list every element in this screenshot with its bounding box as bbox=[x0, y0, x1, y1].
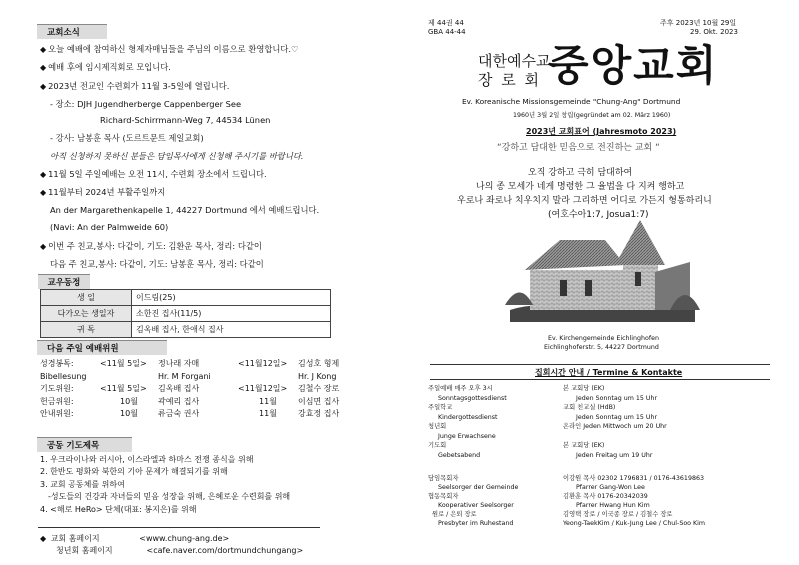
founded-date: 1960년 3월 2일 창립(gegründet am 02. März 1960) bbox=[513, 112, 671, 119]
news-item-5-address: An der Margarethenkapelle 1, 44227 Dortmund 에서 예배드립니다. bbox=[50, 205, 320, 215]
table-row: 다가오는 생일자 소한진 집사(11/5) bbox=[41, 306, 331, 322]
diamond-bullet-icon: ◆ bbox=[40, 45, 47, 54]
prayer-section-title: 공동 기도제목 bbox=[37, 437, 132, 452]
list-item: 4. <해로 HeRo> 단체(대표: 봉지은)를 위해 bbox=[40, 504, 197, 514]
list-item: -성도들의 건강과 자녀들의 믿음 성장을 위해, 은혜로운 수련회를 위해 bbox=[48, 492, 291, 502]
list-item: 청년회 Junge Erwachsene 온라인 Jeden Mittwoch um 20 Uhr bbox=[428, 423, 667, 440]
denomination-line-1: 대한예수교 bbox=[478, 52, 551, 70]
diamond-bullet-icon: ◆ bbox=[40, 534, 47, 543]
table-row: 성경봉독: <11월 5일> 정나래 자매 <11월12일> 김성호 형제 bbox=[40, 359, 340, 368]
gba-number: GBA 44-44 bbox=[428, 28, 466, 36]
list-item: 기도회 Gebetsabend 본 교회당 (EK) Jeden Freitag um 19 Uhr bbox=[428, 442, 653, 459]
volume-number: 제 44권 44 bbox=[428, 19, 464, 27]
footer-divider bbox=[38, 527, 320, 528]
bible-verse-1: 오직 강하고 극히 담대하여 bbox=[528, 168, 633, 178]
news-item-2: ◆ 예배 후에 임시제직회로 모입니다. bbox=[40, 62, 171, 72]
list-item: 3. 교회 공동체를 위하여 bbox=[40, 479, 125, 489]
meetings-list bbox=[428, 384, 768, 460]
church-name: 중앙교회 bbox=[548, 41, 719, 90]
church-caption-1: Ev. Kirchengemeinde Eichlinghofen bbox=[548, 335, 659, 342]
date-german: 29. Okt. 2023 bbox=[690, 28, 738, 36]
next-servants-table bbox=[40, 358, 339, 421]
meet-divider-bottom bbox=[430, 379, 770, 380]
list-item: 주일예배 매주 오후 3시 Sonntagsgottesdienst 본 교회당 (EK) Jeden Sonntag um 15 Uhr bbox=[428, 385, 658, 402]
diamond-bullet-icon: ◆ bbox=[40, 63, 47, 72]
diamond-bullet-icon: ◆ bbox=[40, 188, 47, 197]
news-section-title: 교회소식 bbox=[37, 24, 107, 39]
church-caption-2: Eichlinghoferstr. 5, 44227 Dortmund bbox=[544, 344, 659, 351]
list-item: 협동목회자 Kooperativer Seelsorger 김환훈 목사 0176-20342039 Pfarrer Hwang Hun Kim bbox=[428, 493, 650, 510]
homepage-link[interactable]: <www.chung-ang.de> bbox=[139, 534, 230, 543]
list-item: 1. 우크라이나와 러시아, 이스라엘과 하마스 전쟁 종식을 위해 bbox=[40, 455, 254, 464]
motto-text: “강하고 담대한 믿음으로 전진하는 교회 “ bbox=[497, 143, 660, 153]
church-building-illustration bbox=[505, 210, 700, 322]
bible-verse-reference: (여호수아1:7, Josua1:7) bbox=[548, 210, 649, 220]
table-row: 안내위원: 10월 류금숙 권사 11월 강효정 집사 bbox=[40, 409, 340, 419]
denomination-line-2: 장 로 회 bbox=[478, 71, 542, 89]
youth-homepage-row: 청년회 홈페이지 <cafe.naver.com/dortmundchungang> bbox=[56, 546, 304, 555]
list-item: 2. 한반도 평화와 북한의 기아 문제가 해결되기를 위해 bbox=[40, 467, 228, 477]
news-item-5: ◆ 11월부터 2024년 부활주일까지 bbox=[40, 187, 166, 197]
list-item: 주일학교 Kindergottesdienst 교회 친교실 (HdB) Jeden Sonntag um 15 Uhr bbox=[428, 404, 658, 421]
retreat-speaker: - 강사: 남봉훈 목사 (도르트문트 제일교회) bbox=[50, 133, 204, 143]
table-row: 귀 독 김옥배 집사, 한애식 집사 bbox=[41, 322, 331, 338]
member-title: 교우동정 bbox=[38, 274, 91, 289]
list-item: 담임목회자 Seelsorger der Gemeinde 이강원 목사 02302 1796831 / 0176-43619863 Pfarrer Gang-Won Lee bbox=[428, 475, 704, 492]
diamond-bullet-icon: ◆ bbox=[40, 82, 47, 91]
table-row: Bibellesung Hr. M Forgani Hr. J Kong bbox=[40, 371, 337, 381]
table-row: 기도위원: <11월 5일> 김옥배 집사 <11월12일> 김철수 장로 bbox=[40, 384, 340, 394]
table-row: 생 일 이드림(25) bbox=[41, 290, 331, 306]
bible-verse-2: 나의 종 모세가 네게 명령한 그 율법을 다 지켜 행하고 bbox=[476, 182, 685, 192]
church-german-name: Ev. Koreanische Missionsgemeinde "Chung-Ang" Dortmund bbox=[462, 97, 681, 106]
bible-verse-3: 우로나 좌로나 치우치지 말라 그리하면 어디로 가든지 형통하리니 bbox=[457, 196, 712, 206]
news-item-3: ◆ 2023년 전교인 수련회가 11월 3-5일에 열립니다. bbox=[40, 81, 230, 91]
homepage-row: ◆ 교회 홈페이지 <www.chung-ang.de> bbox=[40, 534, 230, 543]
retreat-place: - 장소: DJH Jugendherberge Cappenberger See bbox=[50, 99, 242, 109]
contacts-list bbox=[428, 474, 768, 528]
news-item-4: ◆ 11월 5일 주일예배는 오전 11시, 수련회 장소에서 드립니다. bbox=[40, 169, 267, 179]
date-korean: 주후 2023년 10월 29일 bbox=[660, 19, 737, 27]
meetings-title: 집회시간 안내 / Termine & Kontakte bbox=[535, 368, 683, 377]
diamond-bullet-icon: ◆ bbox=[40, 170, 47, 179]
meet-divider-top bbox=[430, 364, 770, 365]
motto-title: 2023년 교회표어 (Jahresmoto 2023) bbox=[526, 127, 677, 136]
news-item-1: ◆ 오늘 예배에 참여하신 형제자매님들을 주님의 이름으로 환영합니다.♡ bbox=[40, 44, 299, 54]
prayer-list bbox=[40, 454, 290, 516]
retreat-note: 아직 신청하지 못하신 분들은 담임목사에게 신청해 주시기를 바랍니다. bbox=[50, 151, 304, 161]
diamond-bullet-icon: ◆ bbox=[40, 242, 47, 251]
news-item-5-navi: (Navi: An der Palmweide 60) bbox=[50, 222, 169, 232]
youth-homepage-link[interactable]: <cafe.naver.com/dortmundchungang> bbox=[146, 546, 304, 555]
table-row: 헌금위원: 10월 곽예리 집사 11월 이심면 집사 bbox=[40, 396, 340, 406]
member-table bbox=[40, 274, 331, 338]
news-item-6: ◆ 이번 주 친교,봉사: 다같이, 기도: 김환운 목사, 정리: 다같이 bbox=[40, 241, 262, 251]
news-item-7: 다음 주 친교,봉사: 다같이, 기도: 남봉훈 목사, 정리: 다같이 bbox=[50, 259, 264, 269]
next-section-title: 다음 주일 예배위원 bbox=[37, 340, 167, 355]
retreat-address: Richard-Schirrmann-Weg 7, 44534 Lünen bbox=[100, 115, 271, 125]
list-item: 원로 / 은퇴 장로 Presbyter im Ruhestand 김영택 장로 / 이국종 장로 / 김철수 장로 Yeong-TaekKim / Kuk-Jung Lee / Chul-Soo Kim bbox=[432, 511, 706, 528]
